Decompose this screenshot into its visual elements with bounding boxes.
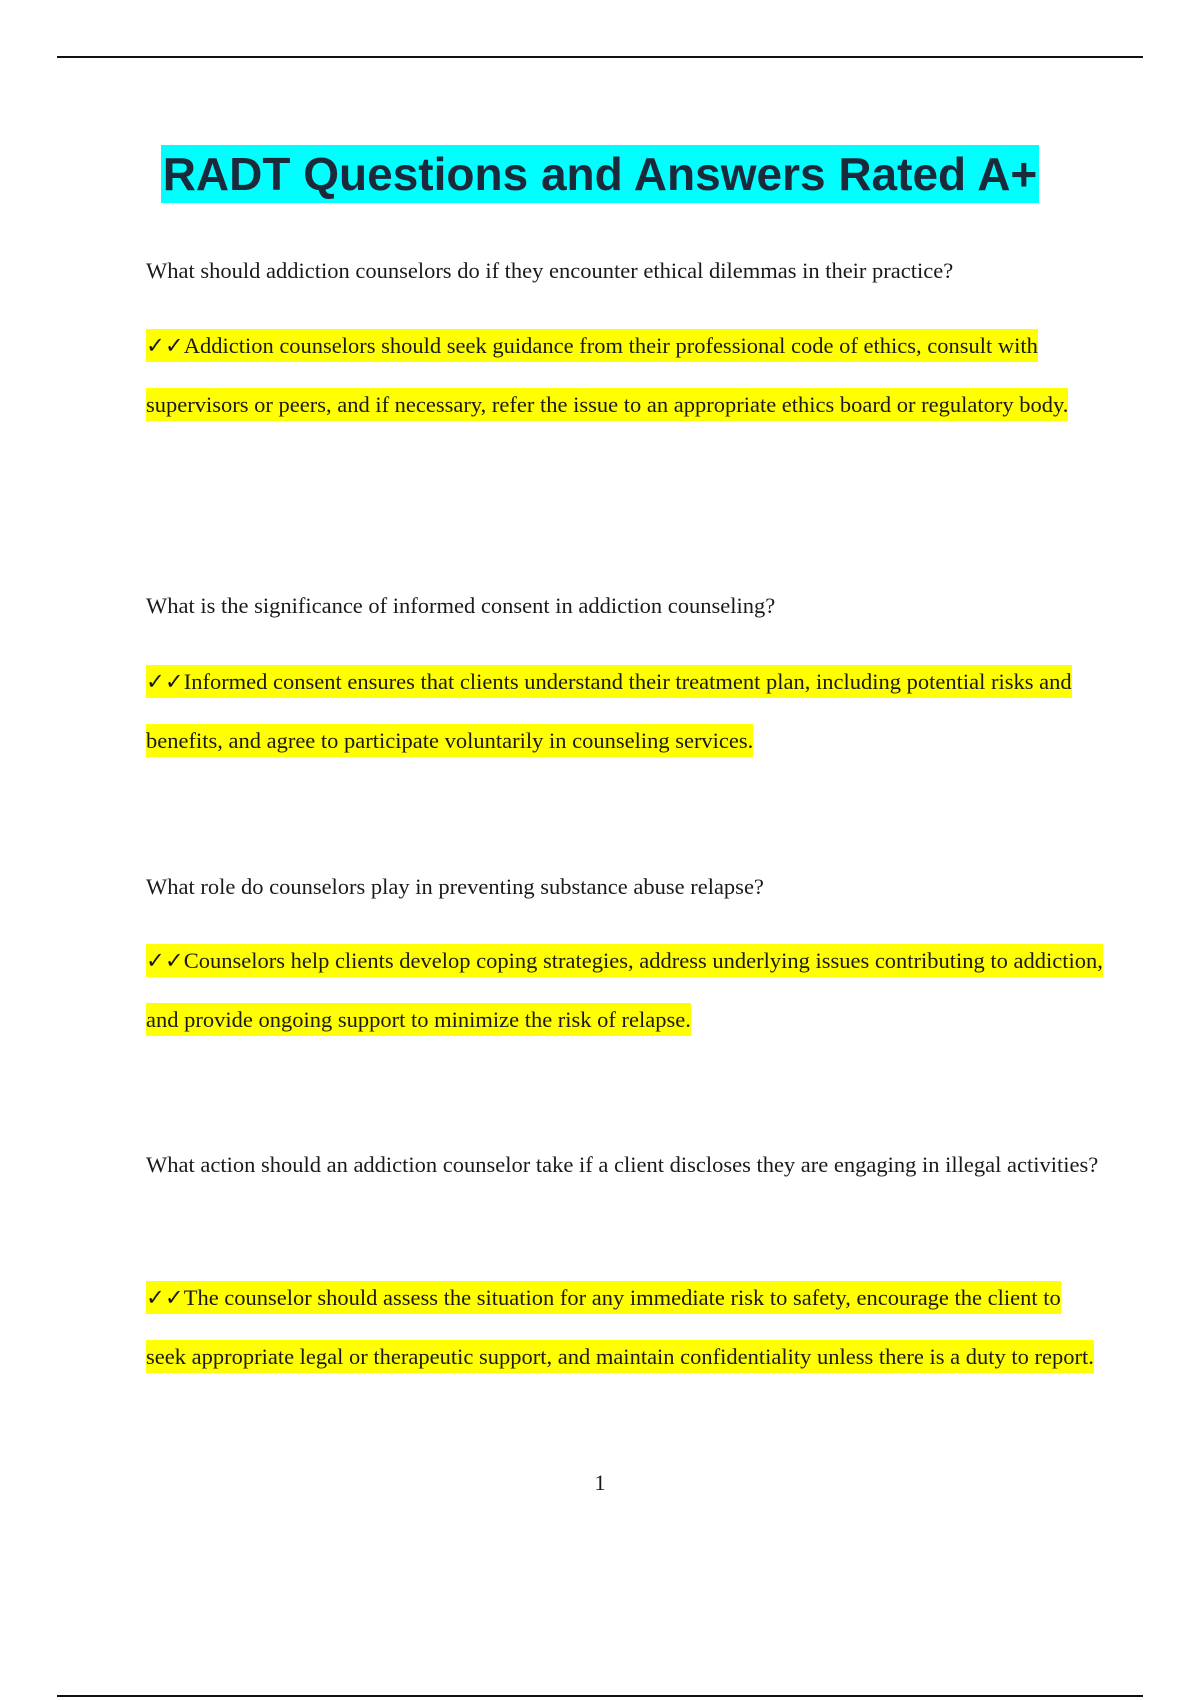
- answer-2-text: ✓✓Informed consent ensures that clients understand their treatment plan, including potential risks and benefits, and agree to participate voluntarily in counseling services.: [146, 665, 1072, 757]
- answer-1: [146, 316, 1106, 434]
- question-3-text: What role do counselors play in preventing substance abuse relapse?: [146, 874, 764, 899]
- answer-3: [146, 931, 1106, 1049]
- question-2-text: What is the significance of informed consent in addiction counseling?: [146, 593, 776, 618]
- question-2: [146, 578, 1106, 634]
- answer-3-text: ✓✓Counselors help clients develop coping strategies, address underlying issues contributing to addiction, and provide ongoing support to minimize the risk of relapse.: [146, 944, 1103, 1036]
- question-3: [146, 859, 1106, 915]
- answer-1-text: ✓✓Addiction counselors should seek guidance from their professional code of ethics, consult with supervisors or peers, and if necessary, refer the issue to an appropriate ethics board or regulatory body.: [146, 329, 1068, 421]
- top-rule: [57, 56, 1143, 58]
- bottom-rule: [57, 1695, 1143, 1697]
- page-number: 1: [594, 1470, 606, 1495]
- answer-2: [146, 652, 1106, 770]
- answer-4-text: ✓✓The counselor should assess the situation for any immediate risk to safety, encourage the client to seek appropriate legal or therapeutic support, and maintain confidentiality unless there is a duty to report.: [146, 1281, 1094, 1373]
- question-1: [146, 243, 1106, 299]
- document-title: RADT Questions and Answers Rated A+: [161, 145, 1040, 203]
- question-1-text: What should addiction counselors do if they encounter ethical dilemmas in their practice?: [146, 258, 954, 283]
- question-4-text: What action should an addiction counselor take if a client discloses they are engaging in illegal activities?: [146, 1152, 1099, 1177]
- title-container: [0, 145, 1200, 203]
- question-4: [146, 1137, 1106, 1193]
- answer-4: [146, 1268, 1106, 1386]
